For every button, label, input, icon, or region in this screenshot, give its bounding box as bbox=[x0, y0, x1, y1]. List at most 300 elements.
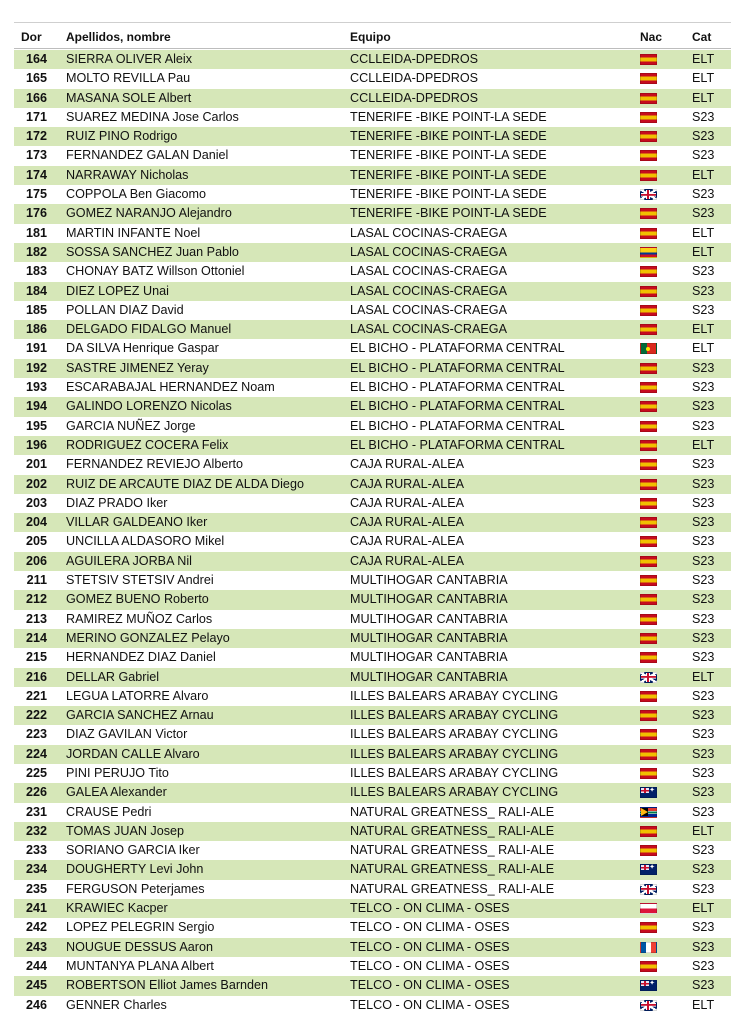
flag-au-icon bbox=[640, 864, 657, 875]
rider-team: TELCO - ON CLIMA - OSES bbox=[350, 901, 510, 916]
rider-category: S23 bbox=[692, 804, 715, 819]
rider-name: ESCARABAJAL HERNANDEZ Noam bbox=[66, 380, 275, 395]
rider-dor: 224 bbox=[25, 746, 47, 761]
rider-team: MULTIHOGAR CANTABRIA bbox=[350, 611, 508, 626]
rider-dor: 212 bbox=[25, 592, 47, 607]
rider-nationality bbox=[640, 725, 658, 744]
rider-dor: 202 bbox=[25, 476, 47, 491]
rider-team: CAJA RURAL-ALEA bbox=[350, 476, 465, 491]
rider-nationality bbox=[640, 436, 658, 455]
rider-team: TELCO - ON CLIMA - OSES bbox=[350, 997, 510, 1012]
header-name: Apellidos, nombre bbox=[66, 30, 171, 44]
rider-category: ELT bbox=[692, 823, 715, 838]
rider-name: FERGUSON Peterjames bbox=[66, 881, 205, 896]
rider-team: CAJA RURAL-ALEA bbox=[350, 534, 465, 549]
rider-category: S23 bbox=[692, 380, 715, 395]
flag-fr-icon bbox=[640, 942, 657, 953]
rider-nationality bbox=[640, 262, 658, 281]
rider-dor: 221 bbox=[25, 688, 47, 703]
rider-nationality bbox=[640, 648, 658, 667]
rider-team: EL BICHO - PLATAFORMA CENTRAL bbox=[350, 341, 565, 356]
rider-team: TENERIFE -BIKE POINT-LA SEDE bbox=[350, 206, 547, 221]
rider-dor: 183 bbox=[25, 264, 47, 279]
rider-name: MUNTANYA PLANA Albert bbox=[66, 958, 214, 973]
rider-name: GENNER Charles bbox=[66, 997, 167, 1012]
rider-category: S23 bbox=[692, 978, 715, 993]
rider-nationality bbox=[640, 899, 658, 918]
flag-es-icon bbox=[640, 228, 657, 239]
table-row bbox=[14, 610, 731, 629]
rider-team: ILLES BALEARS ARABAY CYCLING bbox=[350, 785, 559, 800]
rider-nationality bbox=[640, 803, 658, 822]
rider-team: ILLES BALEARS ARABAY CYCLING bbox=[350, 765, 559, 780]
table-row bbox=[14, 204, 731, 223]
rider-dor: 173 bbox=[25, 148, 47, 163]
rider-name: AGUILERA JORBA Nil bbox=[66, 553, 192, 568]
rider-category: ELT bbox=[692, 322, 715, 337]
rider-dor: 165 bbox=[25, 71, 47, 86]
rider-team: MULTIHOGAR CANTABRIA bbox=[350, 573, 508, 588]
rider-team: LASAL COCINAS-CRAEGA bbox=[350, 264, 507, 279]
rider-team: TENERIFE -BIKE POINT-LA SEDE bbox=[350, 129, 547, 144]
rider-dor: 246 bbox=[25, 997, 47, 1012]
rider-name: SOSSA SANCHEZ Juan Pablo bbox=[66, 244, 239, 259]
flag-es-icon bbox=[640, 479, 657, 490]
rider-name: MASANA SOLE Albert bbox=[66, 90, 192, 105]
rider-team: CCLLEIDA-DPEDROS bbox=[350, 71, 479, 86]
rider-dor: 193 bbox=[25, 380, 47, 395]
table-row bbox=[14, 976, 731, 995]
table-row bbox=[14, 262, 731, 281]
rider-category: ELT bbox=[692, 167, 715, 182]
table-row bbox=[14, 687, 731, 706]
table-row bbox=[14, 822, 731, 841]
rider-dor: 214 bbox=[25, 630, 47, 645]
table-row bbox=[14, 89, 731, 108]
rider-category: S23 bbox=[692, 553, 715, 568]
rider-team: ILLES BALEARS ARABAY CYCLING bbox=[350, 746, 559, 761]
table-row bbox=[14, 475, 731, 494]
flag-es-icon bbox=[640, 749, 657, 760]
flag-es-icon bbox=[640, 93, 657, 104]
flag-es-icon bbox=[640, 170, 657, 181]
table-row bbox=[14, 301, 731, 320]
rider-category: S23 bbox=[692, 476, 715, 491]
table-row bbox=[14, 764, 731, 783]
rider-name: RODRIGUEZ COCERA Felix bbox=[66, 437, 229, 452]
header-cat: Cat bbox=[692, 30, 712, 44]
rider-nationality bbox=[640, 860, 658, 879]
rider-name: JORDAN CALLE Alvaro bbox=[66, 746, 200, 761]
rider-nationality bbox=[640, 706, 658, 725]
rider-nationality bbox=[640, 301, 658, 320]
rider-nationality bbox=[640, 494, 658, 513]
rider-name: PINI PERUJO Tito bbox=[66, 765, 169, 780]
rider-dor: 216 bbox=[25, 669, 47, 684]
rider-team: TELCO - ON CLIMA - OSES bbox=[350, 939, 510, 954]
rider-team: CCLLEIDA-DPEDROS bbox=[350, 90, 479, 105]
rider-nationality bbox=[640, 108, 658, 127]
rider-name: RUIZ DE ARCAUTE DIAZ DE ALDA Diego bbox=[66, 476, 304, 491]
table-row bbox=[14, 436, 731, 455]
flag-pt-icon bbox=[640, 343, 657, 354]
rider-nationality bbox=[640, 166, 658, 185]
flag-es-icon bbox=[640, 536, 657, 547]
rider-team: EL BICHO - PLATAFORMA CENTRAL bbox=[350, 418, 565, 433]
rider-name: CHONAY BATZ Willson Ottoniel bbox=[66, 264, 245, 279]
rider-team: NATURAL GREATNESS_ RALI-ALE bbox=[350, 843, 555, 858]
flag-gb-icon bbox=[640, 1000, 657, 1011]
rider-name: DA SILVA Henrique Gaspar bbox=[66, 341, 219, 356]
rider-dor: 172 bbox=[25, 129, 47, 144]
flag-au-icon bbox=[640, 787, 657, 798]
table-row bbox=[14, 552, 731, 571]
rider-dor: 241 bbox=[25, 901, 47, 916]
rider-category: S23 bbox=[692, 534, 715, 549]
rider-nationality bbox=[640, 455, 658, 474]
flag-gb-icon bbox=[640, 189, 657, 200]
rider-category: S23 bbox=[692, 688, 715, 703]
rider-name: GALEA Alexander bbox=[66, 785, 167, 800]
rider-dor: 175 bbox=[25, 187, 47, 202]
flag-es-icon bbox=[640, 286, 657, 297]
rider-name: LEGUA LATORRE Alvaro bbox=[66, 688, 209, 703]
rider-dor: 225 bbox=[25, 765, 47, 780]
rider-nationality bbox=[640, 822, 658, 841]
table-row bbox=[14, 880, 731, 899]
rider-team: EL BICHO - PLATAFORMA CENTRAL bbox=[350, 380, 565, 395]
table-row bbox=[14, 50, 731, 69]
rider-nationality bbox=[640, 243, 658, 262]
rider-name: COPPOLA Ben Giacomo bbox=[66, 187, 206, 202]
rider-team: TENERIFE -BIKE POINT-LA SEDE bbox=[350, 148, 547, 163]
rider-nationality bbox=[640, 320, 658, 339]
rider-team: NATURAL GREATNESS_ RALI-ALE bbox=[350, 881, 555, 896]
rider-dor: 223 bbox=[25, 727, 47, 742]
rider-category: ELT bbox=[692, 669, 715, 684]
rider-name: ROBERTSON Elliot James Barnden bbox=[66, 978, 269, 993]
table-row bbox=[14, 841, 731, 860]
rider-name: GALINDO LORENZO Nicolas bbox=[66, 399, 232, 414]
rider-dor: 232 bbox=[25, 823, 47, 838]
rider-category: S23 bbox=[692, 495, 715, 510]
rider-name: RAMIREZ MUÑOZ Carlos bbox=[66, 611, 213, 626]
rider-team: TELCO - ON CLIMA - OSES bbox=[350, 978, 510, 993]
rider-category: S23 bbox=[692, 630, 715, 645]
rider-dor: 174 bbox=[25, 167, 47, 182]
rider-category: S23 bbox=[692, 457, 715, 472]
rider-team: EL BICHO - PLATAFORMA CENTRAL bbox=[350, 399, 565, 414]
rider-dor: 206 bbox=[25, 553, 47, 568]
rider-dor: 215 bbox=[25, 650, 47, 665]
rider-nationality bbox=[640, 339, 658, 358]
flag-es-icon bbox=[640, 845, 657, 856]
rider-nationality bbox=[640, 69, 658, 88]
rider-dor: 211 bbox=[26, 573, 47, 588]
rider-dor: 226 bbox=[25, 785, 47, 800]
rider-nationality bbox=[640, 571, 658, 590]
rider-dor: 243 bbox=[25, 939, 47, 954]
rider-category: S23 bbox=[692, 785, 715, 800]
rider-nationality bbox=[640, 957, 658, 976]
table-row bbox=[14, 532, 731, 551]
header-nac: Nac bbox=[640, 30, 663, 44]
rider-nationality bbox=[640, 996, 658, 1015]
table-row bbox=[14, 860, 731, 879]
rider-dor: 203 bbox=[25, 495, 47, 510]
rider-name: RUIZ PINO Rodrigo bbox=[66, 129, 178, 144]
flag-es-icon bbox=[640, 729, 657, 740]
rider-team: EL BICHO - PLATAFORMA CENTRAL bbox=[350, 360, 565, 375]
rider-category: S23 bbox=[692, 592, 715, 607]
rider-nationality bbox=[640, 359, 658, 378]
rider-dor: 231 bbox=[25, 804, 47, 819]
rider-nationality bbox=[640, 282, 658, 301]
rider-category: S23 bbox=[692, 765, 715, 780]
rider-category: S23 bbox=[692, 109, 715, 124]
rider-nationality bbox=[640, 89, 658, 108]
rider-dor: 176 bbox=[25, 206, 47, 221]
rider-name: SORIANO GARCIA Iker bbox=[66, 843, 200, 858]
flag-es-icon bbox=[640, 922, 657, 933]
table-row bbox=[14, 359, 731, 378]
rider-nationality bbox=[640, 880, 658, 899]
rider-category: ELT bbox=[692, 52, 715, 66]
rider-category: S23 bbox=[692, 939, 715, 954]
rider-team: LASAL COCINAS-CRAEGA bbox=[350, 283, 507, 298]
table-row bbox=[14, 455, 731, 474]
rider-category: S23 bbox=[692, 708, 715, 723]
rider-nationality bbox=[640, 397, 658, 416]
table-header bbox=[14, 27, 731, 47]
rider-name: TOMAS JUAN Josep bbox=[66, 823, 185, 838]
rider-nationality bbox=[640, 610, 658, 629]
rider-name: DIAZ PRADO Iker bbox=[66, 495, 168, 510]
rider-nationality bbox=[640, 629, 658, 648]
table-row bbox=[14, 668, 731, 687]
rider-team: CCLLEIDA-DPEDROS bbox=[350, 52, 479, 66]
rider-team: ILLES BALEARS ARABAY CYCLING bbox=[350, 688, 559, 703]
rider-nationality bbox=[640, 938, 658, 957]
rider-category: ELT bbox=[692, 90, 715, 105]
rider-name: SUAREZ MEDINA Jose Carlos bbox=[66, 109, 239, 124]
rider-name: STETSIV STETSIV Andrei bbox=[66, 573, 214, 588]
flag-es-icon bbox=[640, 556, 657, 567]
flag-es-icon bbox=[640, 421, 657, 432]
table-row bbox=[14, 378, 731, 397]
rider-team: NATURAL GREATNESS_ RALI-ALE bbox=[350, 862, 555, 877]
rider-dor: 213 bbox=[25, 611, 47, 626]
rider-team: LASAL COCINAS-CRAEGA bbox=[350, 302, 507, 317]
flag-es-icon bbox=[640, 54, 657, 65]
rider-category: S23 bbox=[692, 302, 715, 317]
rider-team: ILLES BALEARS ARABAY CYCLING bbox=[350, 708, 559, 723]
rider-team: LASAL COCINAS-CRAEGA bbox=[350, 225, 507, 240]
rider-name: FERNANDEZ REVIEJO Alberto bbox=[66, 457, 244, 472]
flag-es-icon bbox=[640, 208, 657, 219]
rider-dor: 184 bbox=[25, 283, 47, 298]
rider-name: SIERRA OLIVER Aleix bbox=[66, 52, 192, 66]
rider-dor: 166 bbox=[25, 90, 47, 105]
table-row bbox=[14, 803, 731, 822]
table-row bbox=[14, 320, 731, 339]
rider-dor: 201 bbox=[25, 457, 47, 472]
rider-team: TENERIFE -BIKE POINT-LA SEDE bbox=[350, 167, 547, 182]
rider-name: MARTIN INFANTE Noel bbox=[66, 225, 201, 240]
rider-team: MULTIHOGAR CANTABRIA bbox=[350, 592, 508, 607]
flag-gb-icon bbox=[640, 672, 657, 683]
table-row bbox=[14, 243, 731, 262]
flag-co-icon bbox=[640, 247, 657, 258]
rider-dor: 196 bbox=[25, 437, 47, 452]
rider-dor: 186 bbox=[25, 322, 47, 337]
rider-category: S23 bbox=[692, 862, 715, 877]
table-row bbox=[14, 706, 731, 725]
rider-team: NATURAL GREATNESS_ RALI-ALE bbox=[350, 804, 555, 819]
flag-es-icon bbox=[640, 363, 657, 374]
rider-category: S23 bbox=[692, 881, 715, 896]
flag-es-icon bbox=[640, 614, 657, 625]
table-row bbox=[14, 339, 731, 358]
table-row bbox=[14, 417, 731, 436]
flag-es-icon bbox=[640, 305, 657, 316]
flag-es-icon bbox=[640, 826, 657, 837]
rider-nationality bbox=[640, 146, 658, 165]
rider-dor: 195 bbox=[25, 418, 47, 433]
rider-name: NOUGUE DESSUS Aaron bbox=[66, 939, 213, 954]
rider-category: S23 bbox=[692, 264, 715, 279]
rider-nationality bbox=[640, 532, 658, 551]
rider-nationality bbox=[640, 552, 658, 571]
rider-category: S23 bbox=[692, 206, 715, 221]
top-divider bbox=[14, 22, 731, 23]
rider-dor: 235 bbox=[25, 881, 47, 896]
rider-dor: 233 bbox=[25, 843, 47, 858]
table-row bbox=[14, 397, 731, 416]
rider-name: MERINO GONZALEZ Pelayo bbox=[66, 630, 230, 645]
table-row bbox=[14, 783, 731, 802]
table-row bbox=[14, 146, 731, 165]
flag-es-icon bbox=[640, 633, 657, 644]
rider-team: CAJA RURAL-ALEA bbox=[350, 457, 465, 472]
table-row bbox=[14, 648, 731, 667]
rider-team: ILLES BALEARS ARABAY CYCLING bbox=[350, 727, 559, 742]
flag-au-icon bbox=[640, 980, 657, 991]
table-row bbox=[14, 996, 731, 1015]
flag-es-icon bbox=[640, 652, 657, 663]
rider-nationality bbox=[640, 783, 658, 802]
rider-dor: 222 bbox=[25, 708, 47, 723]
rider-category: ELT bbox=[692, 901, 715, 916]
rider-team: NATURAL GREATNESS_ RALI-ALE bbox=[350, 823, 555, 838]
rider-nationality bbox=[640, 918, 658, 937]
rider-team: EL BICHO - PLATAFORMA CENTRAL bbox=[350, 437, 565, 452]
flag-es-icon bbox=[640, 575, 657, 586]
rider-name: CRAUSE Pedri bbox=[66, 804, 152, 819]
table-row bbox=[14, 224, 731, 243]
rider-name: DOUGHERTY Levi John bbox=[66, 862, 204, 877]
table-row bbox=[14, 571, 731, 590]
table-row bbox=[14, 938, 731, 957]
rider-name: DELGADO FIDALGO Manuel bbox=[66, 322, 232, 337]
rider-team: CAJA RURAL-ALEA bbox=[350, 495, 465, 510]
rider-dor: 182 bbox=[25, 244, 47, 259]
table-row bbox=[14, 494, 731, 513]
rider-category: S23 bbox=[692, 746, 715, 761]
rider-category: S23 bbox=[692, 611, 715, 626]
rider-team: MULTIHOGAR CANTABRIA bbox=[350, 650, 508, 665]
table-row bbox=[14, 629, 731, 648]
rider-dor: 244 bbox=[25, 958, 47, 973]
header-divider bbox=[14, 48, 731, 49]
rider-category: S23 bbox=[692, 515, 715, 530]
rider-nationality bbox=[640, 204, 658, 223]
rider-category: S23 bbox=[692, 727, 715, 742]
rider-category: S23 bbox=[692, 920, 715, 935]
rider-category: S23 bbox=[692, 650, 715, 665]
rider-team: CAJA RURAL-ALEA bbox=[350, 515, 465, 530]
rider-dor: 192 bbox=[25, 360, 47, 375]
table-row bbox=[14, 918, 731, 937]
rider-name: HERNANDEZ DIAZ Daniel bbox=[66, 650, 216, 665]
rider-nationality bbox=[640, 745, 658, 764]
flag-es-icon bbox=[640, 324, 657, 335]
rider-name: GOMEZ NARANJO Alejandro bbox=[66, 206, 232, 221]
flag-es-icon bbox=[640, 710, 657, 721]
table-row bbox=[14, 513, 731, 532]
rider-category: S23 bbox=[692, 283, 715, 298]
table-row bbox=[14, 590, 731, 609]
flag-es-icon bbox=[640, 498, 657, 509]
rider-team: TENERIFE -BIKE POINT-LA SEDE bbox=[350, 109, 547, 124]
rider-nationality bbox=[640, 764, 658, 783]
rider-category: S23 bbox=[692, 418, 715, 433]
rider-nationality bbox=[640, 417, 658, 436]
table-row bbox=[14, 899, 731, 918]
table-row bbox=[14, 745, 731, 764]
table-row bbox=[14, 127, 731, 146]
flag-gb-icon bbox=[640, 884, 657, 895]
rider-name: GOMEZ BUENO Roberto bbox=[66, 592, 209, 607]
rider-dor: 242 bbox=[25, 920, 47, 935]
rider-team: TENERIFE -BIKE POINT-LA SEDE bbox=[350, 187, 547, 202]
flag-es-icon bbox=[640, 594, 657, 605]
rider-nationality bbox=[640, 224, 658, 243]
flag-es-icon bbox=[640, 961, 657, 972]
flag-es-icon bbox=[640, 517, 657, 528]
rider-category: S23 bbox=[692, 843, 715, 858]
rider-category: S23 bbox=[692, 148, 715, 163]
rider-team: LASAL COCINAS-CRAEGA bbox=[350, 322, 507, 337]
rider-name: LOPEZ PELEGRIN Sergio bbox=[66, 920, 215, 935]
rider-category: ELT bbox=[692, 437, 715, 452]
flag-es-icon bbox=[640, 401, 657, 412]
rider-name: MOLTO REVILLA Pau bbox=[66, 71, 191, 86]
flag-za-icon bbox=[640, 807, 657, 818]
table-row bbox=[14, 957, 731, 976]
rider-nationality bbox=[640, 127, 658, 146]
rider-category: S23 bbox=[692, 573, 715, 588]
flag-es-icon bbox=[640, 459, 657, 470]
flag-es-icon bbox=[640, 73, 657, 84]
rider-name: VILLAR GALDEANO Iker bbox=[66, 515, 208, 530]
header-dor: Dor bbox=[21, 30, 42, 44]
table-row bbox=[14, 282, 731, 301]
rider-name: UNCILLA ALDASORO Mikel bbox=[66, 534, 225, 549]
rider-nationality bbox=[640, 590, 658, 609]
table-row bbox=[14, 69, 731, 88]
rider-name: POLLAN DIAZ David bbox=[66, 302, 184, 317]
